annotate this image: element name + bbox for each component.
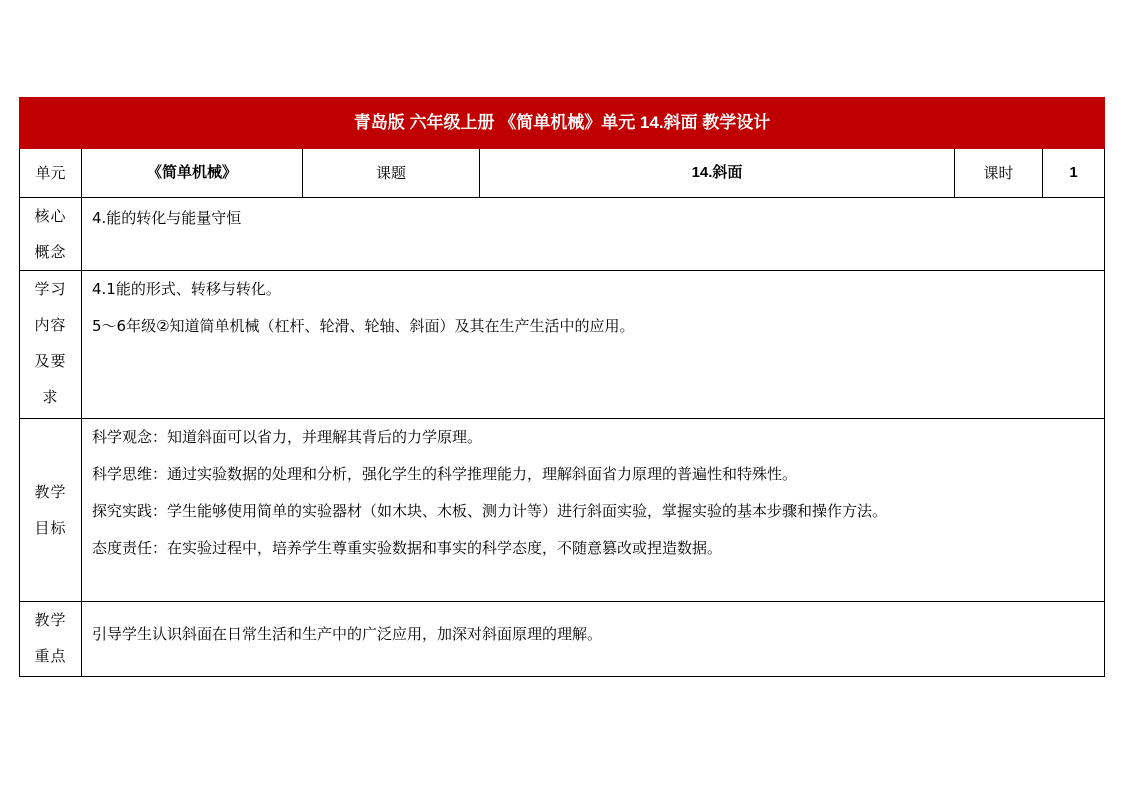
period-value: 1 <box>1043 149 1105 198</box>
learning-requirements-label: 学习内容及要求 <box>20 271 82 419</box>
goal-line-thinking: 科学思维：通过实验数据的处理和分析，强化学生的科学推理能力，理解斜面省力原理的普遍性和特殊性。 <box>92 465 798 483</box>
learning-requirements-line: 5～6年级②知道简单机械（杠杆、轮滑、轮轴、斜面）及其在生产生活中的应用。 <box>92 317 635 335</box>
teaching-goals-label: 教学目标 <box>20 419 82 602</box>
teaching-goals-row <box>20 419 1105 602</box>
teaching-focus-row <box>20 602 1105 677</box>
teaching-focus-line: 引导学生认识斜面在日常生活和生产中的广泛应用，加深对斜面原理的理解。 <box>92 625 603 643</box>
core-concept-content <box>82 198 1105 271</box>
topic-label: 课题 <box>303 149 480 198</box>
teaching-focus-label: 教学重点 <box>20 602 82 677</box>
goal-line-attitude: 态度责任：在实验过程中，培养学生尊重实验数据和事实的科学态度，不随意篡改或捏造数据。 <box>92 539 723 557</box>
header-row <box>20 149 1105 198</box>
period-label: 课时 <box>955 149 1043 198</box>
learning-requirements-content <box>82 271 1105 419</box>
learning-requirements-row <box>20 271 1105 419</box>
goal-line-practice: 探究实践：学生能够使用简单的实验器材（如木块、木板、测力计等）进行斜面实验，掌握实验的基本步骤和操作方法。 <box>92 502 888 520</box>
lesson-plan-table <box>19 97 1105 677</box>
unit-value: 《简单机械》 <box>82 149 303 198</box>
learning-requirements-line: 4.1能的形式、转移与转化。 <box>92 280 281 298</box>
teaching-focus-content <box>82 602 1105 677</box>
topic-value: 14.斜面 <box>480 149 955 198</box>
teaching-goals-content <box>82 419 1105 602</box>
core-concept-line: 4.能的转化与能量守恒 <box>92 209 242 227</box>
title-row <box>20 98 1105 149</box>
core-concept-label: 核心概念 <box>20 198 82 271</box>
unit-label: 单元 <box>20 149 82 198</box>
core-concept-row <box>20 198 1105 271</box>
document-title: 青岛版 六年级上册 《简单机械》单元 14.斜面 教学设计 <box>20 98 1105 149</box>
goal-line-concept: 科学观念：知道斜面可以省力，并理解其背后的力学原理。 <box>92 428 483 446</box>
